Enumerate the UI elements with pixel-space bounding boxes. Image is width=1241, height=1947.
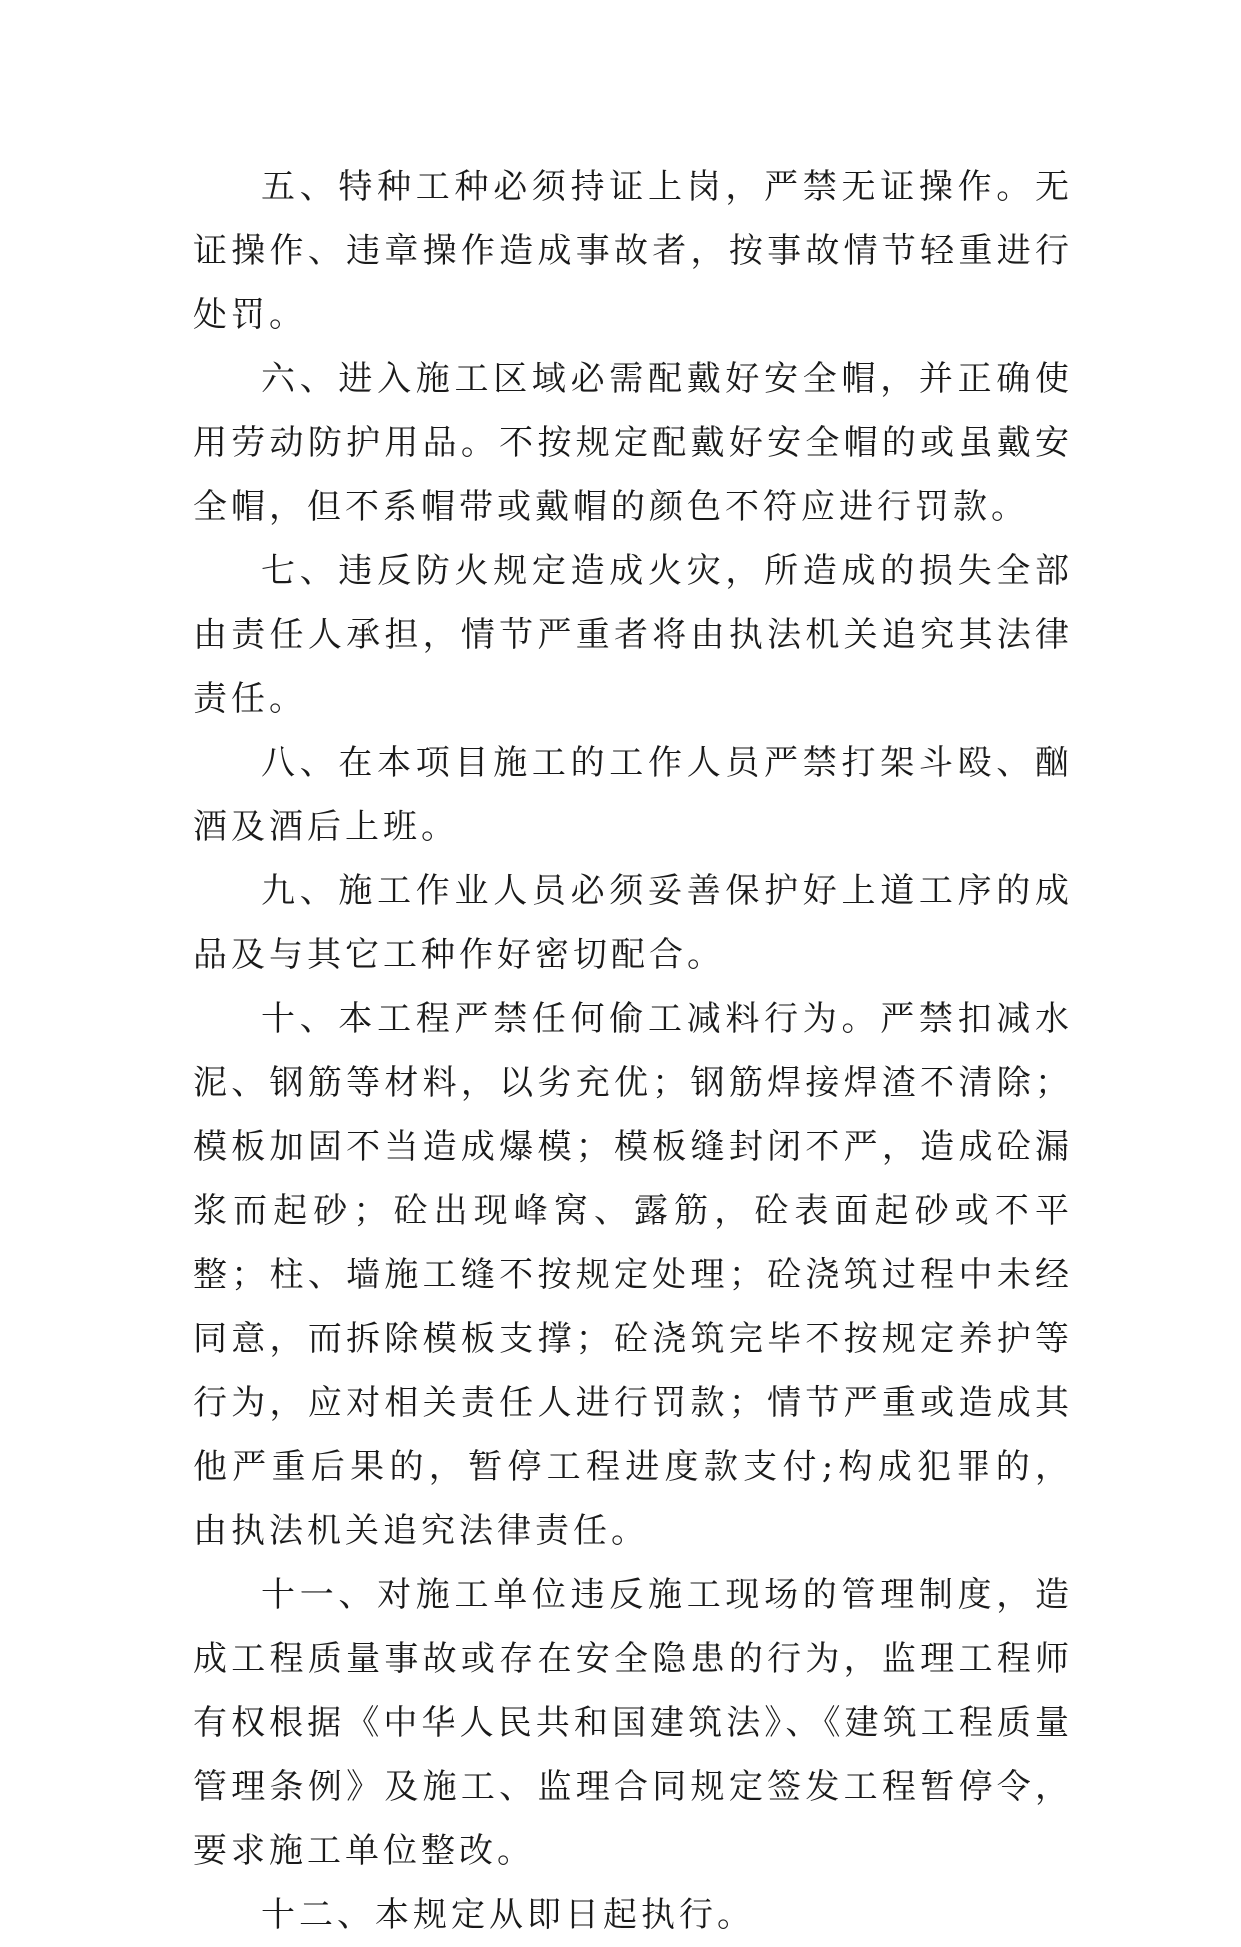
- paragraph-rule-7: 七、违反防火规定造成火灾，所造成的损失全部由责任人承担，情节严重者将由执法机关追究其法律责任。: [193, 551, 1073, 719]
- paragraph-rule-11: 十一、对施工单位违反施工现场的管理制度，造成工程质量事故或存在安全隐患的行为，监理工程师有权根据《中华人民共和国建筑法》、《建筑工程质量管理条例》及施工、监理合同规定签发工程暂停令，要求施工单位整改。: [193, 1575, 1073, 1871]
- paragraph-rule-8: 八、在本项目施工的工作人员严禁打架斗殴、酗酒及酒后上班。: [193, 743, 1073, 847]
- paragraph-rule-9: 九、施工作业人员必须妥善保护好上道工序的成品及与其它工种作好密切配合。: [193, 871, 1073, 975]
- paragraph-rule-6: 六、进入施工区域必需配戴好安全帽，并正确使用劳动防护用品。不按规定配戴好安全帽的或虽戴安全帽，但不系帽带或戴帽的颜色不符应进行罚款。: [193, 359, 1073, 527]
- paragraph-rule-5: 五、特种工种必须持证上岗，严禁无证操作。无证操作、违章操作造成事故者，按事故情节轻重进行处罚。: [193, 167, 1073, 335]
- paragraph-rule-12: 十二、本规定从即日起执行。: [261, 1895, 755, 1935]
- document-body: [193, 155, 1073, 1947]
- paragraph-rule-10: 十、本工程严禁任何偷工减料行为。严禁扣减水泥、钢筋等材料，以劣充优；钢筋焊接焊渣不清除；模板加固不当造成爆模；模板缝封闭不严，造成砼漏浆而起砂；砼出现峰窝、露筋，砼表面起砂或不平整；柱、墙施工缝不按规定处理；砼浇筑过程中未经同意，而拆除模板支撑；砼浇筑完毕不按规定养护等行为，应对相关责任人进行罚款；情节严重或造成其他严重后果的，暂停工程进度款支付;构成犯罪的，由执法机关追究法律责任。: [193, 999, 1073, 1551]
